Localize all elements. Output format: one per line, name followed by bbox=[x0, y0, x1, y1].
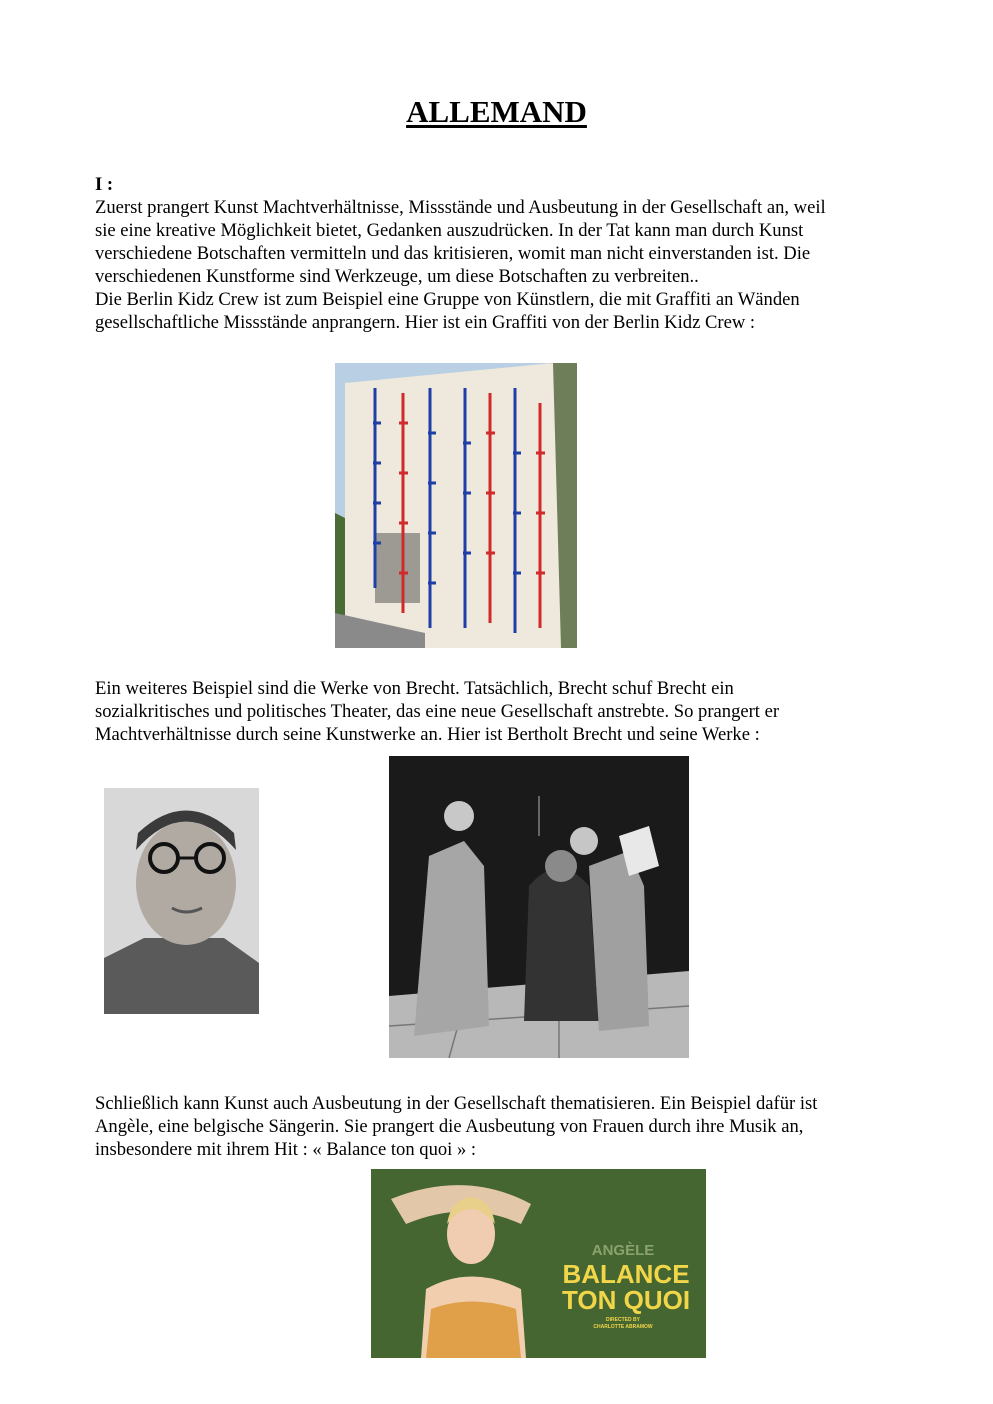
paragraph-line: verschiedene Botschaften vermitteln und das kritisieren, womit man nicht einverstanden ist. Die bbox=[95, 243, 811, 264]
paragraph-line: insbesondere mit ihrem Hit : « Balance ton quoi » : bbox=[95, 1139, 477, 1160]
paragraph-line: Ein weiteres Beispiel sind die Werke von Brecht. Tatsächlich, Brecht schuf Brecht ein bbox=[95, 678, 734, 699]
paragraph-line: Zuerst prangert Kunst Machtverhältnisse, Missstände und Ausbeutung in der Gesellschaft an, weil bbox=[95, 197, 826, 218]
section-2-text bbox=[95, 677, 895, 746]
paragraph-line: Schließlich kann Kunst auch Ausbeutung in der Gesellschaft thematisieren. Ein Beispiel dafür ist bbox=[95, 1093, 818, 1114]
poster-artist: ANGÈLE bbox=[591, 1242, 655, 1259]
graffiti-photo bbox=[335, 363, 577, 648]
section-1-text bbox=[95, 173, 895, 334]
paragraph-line: Angèle, eine belgische Sängerin. Sie prangert die Ausbeutung von Frauen durch ihre Musik an, bbox=[95, 1116, 804, 1137]
poster-title-line-2: TON QUOI bbox=[561, 1285, 691, 1315]
poster-credit-line-2: CHARLOTTE ABRAMOW bbox=[593, 1324, 653, 1330]
paragraph-line: gesellschaftliche Missstände anprangern. Hier ist ein Graffiti von der Berlin Kidz Crew : bbox=[95, 312, 756, 333]
paragraph-line: sie eine kreative Möglichkeit bietet, Gedanken auszudrücken. In der Tat kann man durch Kunst bbox=[95, 220, 804, 241]
paragraph-line: Die Berlin Kidz Crew ist zum Beispiel eine Gruppe von Künstlern, die mit Graffiti an Wänden bbox=[95, 289, 800, 310]
page-title: ALLEMAND bbox=[406, 94, 587, 129]
paragraph-line: Machtverhältnisse durch seine Kunstwerke an. Hier ist Bertholt Brecht und seine Werke : bbox=[95, 724, 760, 745]
balance-ton-quoi-poster bbox=[371, 1169, 706, 1358]
brecht-play-photo bbox=[389, 756, 689, 1058]
brecht-portrait-photo bbox=[104, 788, 259, 1014]
section-3-text bbox=[95, 1092, 895, 1161]
poster-title-line-1: BALANCE bbox=[562, 1259, 690, 1289]
paragraph-line: verschiedenen Kunstforme sind Werkzeuge, um diese Botschaften zu verbreiten.. bbox=[95, 266, 699, 287]
poster-credit-line-1: DIRECTED BY bbox=[606, 1317, 640, 1323]
paragraph-line: sozialkritisches und politisches Theater, das eine neue Gesellschaft anstrebte. So prangert er bbox=[95, 701, 780, 722]
section-heading: I : bbox=[95, 174, 114, 195]
